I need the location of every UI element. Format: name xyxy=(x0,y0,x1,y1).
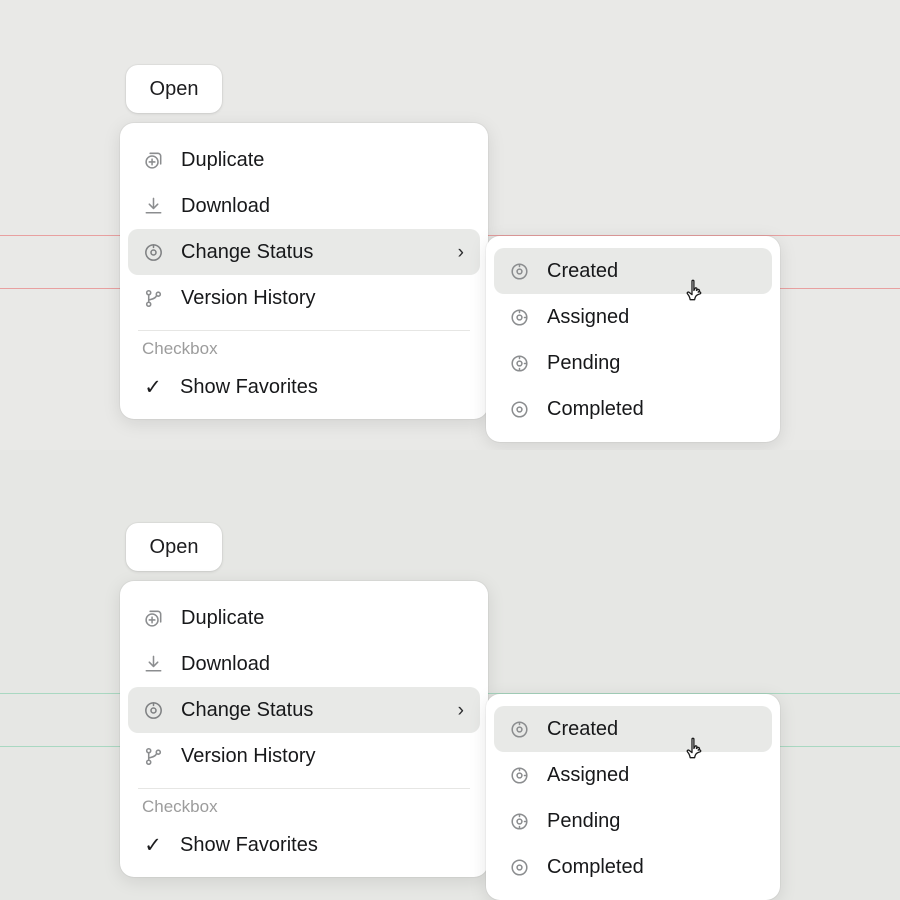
menu-item-version-history[interactable] xyxy=(128,275,480,321)
check-icon: ✓ xyxy=(144,375,162,399)
open-trigger-label: Open xyxy=(149,535,199,558)
menu-item-label: Show Favorites xyxy=(180,375,318,398)
submenu-item-label: Created xyxy=(547,717,619,740)
status-dot-icon xyxy=(508,352,531,375)
submenu-item-label: Created xyxy=(547,259,619,282)
status-dot-icon xyxy=(508,398,531,421)
submenu-item-assigned[interactable] xyxy=(494,752,772,798)
chevron-right-icon: › xyxy=(457,699,464,721)
menu-item-download[interactable] xyxy=(128,641,480,687)
menu-item-label: Change Status xyxy=(181,698,314,721)
chevron-right-icon: › xyxy=(457,241,464,263)
menu-item-version-history[interactable] xyxy=(128,733,480,779)
status-dot-icon xyxy=(508,260,531,283)
submenu-item-label: Assigned xyxy=(547,763,630,786)
menu-item-change-status[interactable] xyxy=(128,687,480,733)
submenu-item-pending[interactable] xyxy=(494,340,772,386)
menu-item-label: Version History xyxy=(181,286,316,309)
branch-icon xyxy=(142,745,165,768)
check-icon: ✓ xyxy=(144,833,162,857)
submenu-item-assigned[interactable] xyxy=(494,294,772,340)
menu-item-label: Download xyxy=(181,652,270,675)
status-dot-icon xyxy=(508,718,531,741)
submenu-item-created[interactable] xyxy=(494,706,772,752)
submenu-item-created[interactable] xyxy=(494,248,772,294)
duplicate-plus-icon xyxy=(142,149,165,172)
menu-item-show-favorites[interactable] xyxy=(128,365,480,409)
menu-item-show-favorites[interactable] xyxy=(128,823,480,867)
menu-item-label: Duplicate xyxy=(181,148,265,171)
status-submenu xyxy=(486,694,780,900)
submenu-item-label: Completed xyxy=(547,397,644,420)
download-icon xyxy=(142,653,165,676)
menu-item-label: Version History xyxy=(181,744,316,767)
open-trigger-label: Open xyxy=(149,77,199,100)
status-dot-icon xyxy=(508,856,531,879)
menu-group-label: Checkbox xyxy=(142,797,218,816)
submenu-item-label: Completed xyxy=(547,855,644,878)
menu-divider xyxy=(138,788,470,789)
menu-item-duplicate[interactable] xyxy=(128,137,480,183)
context-menu xyxy=(120,123,488,419)
status-target-icon xyxy=(142,241,165,264)
menu-item-download[interactable] xyxy=(128,183,480,229)
submenu-item-completed[interactable] xyxy=(494,386,772,432)
download-icon xyxy=(142,195,165,218)
open-trigger-button[interactable] xyxy=(126,523,222,571)
panel-bottom xyxy=(0,450,900,900)
menu-group-label: Checkbox xyxy=(142,339,218,358)
status-submenu xyxy=(486,236,780,442)
status-target-icon xyxy=(142,699,165,722)
submenu-item-completed[interactable] xyxy=(494,844,772,890)
submenu-item-pending[interactable] xyxy=(494,798,772,844)
context-menu xyxy=(120,581,488,877)
submenu-item-label: Assigned xyxy=(547,305,630,328)
status-dot-icon xyxy=(508,306,531,329)
branch-icon xyxy=(142,287,165,310)
duplicate-plus-icon xyxy=(142,607,165,630)
open-trigger-button[interactable] xyxy=(126,65,222,113)
submenu-item-label: Pending xyxy=(547,351,621,374)
status-dot-icon xyxy=(508,810,531,833)
menu-item-duplicate[interactable] xyxy=(128,595,480,641)
menu-item-label: Duplicate xyxy=(181,606,265,629)
status-dot-icon xyxy=(508,764,531,787)
submenu-item-label: Pending xyxy=(547,809,621,832)
menu-item-label: Change Status xyxy=(181,240,314,263)
menu-item-label: Download xyxy=(181,194,270,217)
menu-item-change-status[interactable] xyxy=(128,229,480,275)
menu-divider xyxy=(138,330,470,331)
menu-item-label: Show Favorites xyxy=(180,833,318,856)
